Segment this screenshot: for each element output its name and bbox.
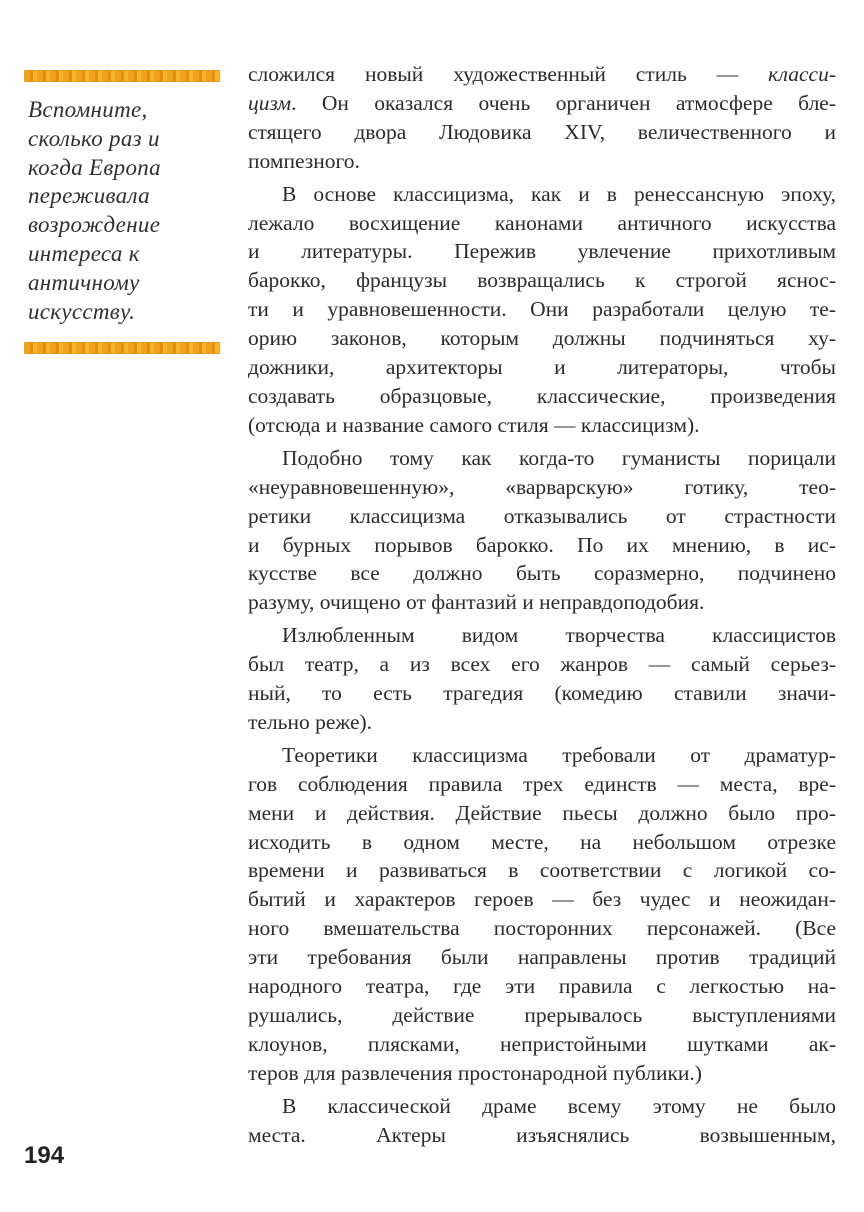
- paragraph: [248, 1092, 836, 1150]
- text-line: создавать образцовые, классические, произведения: [248, 383, 836, 408]
- sidebar-bottom-rule: [24, 342, 220, 354]
- text-line: стящего двора Людовика XIV, величественного и: [248, 119, 836, 144]
- text-line: клоунов, плясками, непристойными шутками ак-: [248, 1031, 836, 1056]
- text-line: ти и уравновешенности. Они разработали целую те-: [248, 297, 836, 322]
- sidebar-note-line: возрождение: [28, 212, 161, 238]
- sidebar-note-line: античному: [28, 269, 140, 295]
- text-line: эти требования были направлены против традиций: [248, 945, 836, 970]
- text-line: ретики классицизма отказывались от страстности: [248, 503, 836, 528]
- paragraph: [248, 60, 836, 176]
- text-line: цизм. Он оказался очень органичен атмосфере бле-: [248, 90, 836, 115]
- sidebar-note-line: сколько раз и: [28, 125, 160, 151]
- sidebar-note-line: переживала: [28, 183, 150, 209]
- text-line: Излюбленным видом творчества классицистов: [282, 623, 836, 648]
- paragraph: [248, 444, 836, 617]
- page-number: 194: [24, 1142, 65, 1169]
- text-line: кусстве все должно быть соразмерно, подчинено: [248, 561, 836, 586]
- text-line: дожники, архитекторы и литераторы, чтобы: [248, 355, 836, 380]
- main-text: [248, 60, 836, 1154]
- emphasis-term: класси-: [768, 62, 836, 86]
- sidebar-note-line: интереса к: [28, 240, 140, 266]
- text-line: орию законов, которым должны подчиняться ху-: [248, 326, 836, 351]
- sidebar-note: [28, 96, 220, 326]
- text-line: исходить в одном месте, на небольшом отрезке: [248, 829, 836, 854]
- text-line: был театр, а из всех его жанров — самый серьез-: [248, 652, 836, 677]
- text-line: разуму, очищено от фантазий и неправдоподобия.: [248, 590, 705, 615]
- sidebar-note-line: когда Европа: [28, 154, 161, 180]
- paragraph: [248, 741, 836, 1088]
- text-line: В классической драме всему этому не было: [282, 1093, 836, 1118]
- text-line: времени и развиваться в соответствии с логикой со-: [248, 858, 836, 883]
- text-line: мени и действия. Действие пьесы должно было про-: [248, 800, 836, 825]
- sidebar-note-line: Вспомните,: [28, 97, 148, 122]
- text-line: ный, то есть трагедия (комедию ставили значи-: [248, 681, 836, 706]
- text-line: В основе классицизма, как и в ренессансную эпоху,: [282, 181, 836, 206]
- paragraph: [248, 180, 836, 440]
- text-line: Теоретики классицизма требовали от драматур-: [282, 742, 836, 767]
- sidebar-callout: [24, 70, 220, 354]
- text-line: (отсюда и название самого стиля — классицизм).: [248, 412, 700, 437]
- text-line: ного вмешательства посторонних персонажей. (Все: [248, 916, 836, 941]
- text-line: и литературы. Пережив увлечение прихотливым: [248, 239, 836, 264]
- text-line: места. Актеры изъяснялись возвышенным,: [248, 1122, 836, 1147]
- text-line: «неуравновешенную», «варварскую» готику, тео-: [248, 474, 836, 499]
- sidebar-note-line: искусству.: [28, 298, 136, 324]
- text-line: барокко, французы возвращались к строгой яснос-: [248, 268, 836, 293]
- text-line: сложился новый художественный стиль — класси-: [248, 62, 836, 86]
- text-line: народного театра, где эти правила с легкостью на-: [248, 974, 836, 999]
- sidebar-top-rule: [24, 70, 220, 82]
- text-line: лежало восхищение канонами античного искусства: [248, 210, 836, 235]
- text-line: помпезного.: [248, 148, 360, 173]
- text-line: и бурных порывов барокко. По их мнению, в ис-: [248, 532, 836, 557]
- text-line: тельно реже).: [248, 709, 373, 734]
- emphasis-term: цизм: [248, 90, 292, 115]
- text-line: гов соблюдения правила трех единств — места, вре-: [248, 771, 836, 796]
- text-line: теров для развлечения простонародной публики.): [248, 1060, 702, 1085]
- text-line: рушались, действие прерывалось выступлениями: [248, 1003, 836, 1027]
- text-line: бытий и характеров героев — без чудес и неожидан-: [248, 887, 836, 912]
- text-line: Подобно тому как когда-то гуманисты порицали: [282, 445, 836, 470]
- paragraph: [248, 621, 836, 737]
